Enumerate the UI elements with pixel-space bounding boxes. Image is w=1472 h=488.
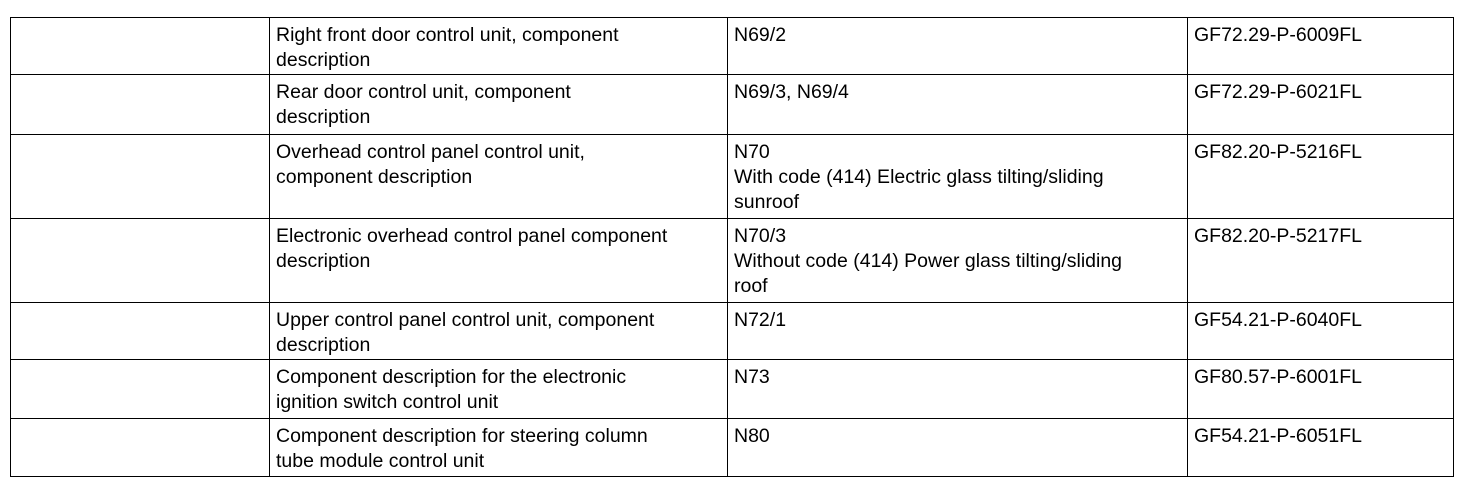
document-reference-link[interactable]: GF82.20-P-5217FL [1188,219,1454,303]
component-designation-cell: N69/3, N69/4 [728,75,1188,135]
blank-cell [11,419,270,477]
table-row [11,18,1454,75]
blank-cell [11,18,270,75]
blank-cell [11,303,270,360]
component-description-cell: Right front door control unit, component description [270,18,728,75]
table-row [11,135,1454,219]
table-row [11,419,1454,477]
table-row [11,75,1454,135]
document-reference-link[interactable]: GF80.57-P-6001FL [1188,360,1454,419]
component-reference-table [10,17,1454,477]
blank-cell [11,360,270,419]
component-designation-cell: N73 [728,360,1188,419]
component-description-cell: Component description for the electronic ignition switch control unit [270,360,728,419]
table-row [11,219,1454,303]
component-designation-cell: N70/3 Without code (414) Power glass tilting/sliding roof [728,219,1188,303]
component-description-cell: Component description for steering column tube module control unit [270,419,728,477]
document-reference-link[interactable]: GF54.21-P-6051FL [1188,419,1454,477]
blank-cell [11,219,270,303]
component-designation-cell: N80 [728,419,1188,477]
component-designation-cell: N69/2 [728,18,1188,75]
document-reference-link[interactable]: GF72.29-P-6009FL [1188,18,1454,75]
component-description-cell: Electronic overhead control panel component description [270,219,728,303]
blank-cell [11,135,270,219]
document-reference-link[interactable]: GF82.20-P-5216FL [1188,135,1454,219]
table-row [11,360,1454,419]
component-designation-cell: N70 With code (414) Electric glass tilting/sliding sunroof [728,135,1188,219]
document-reference-link[interactable]: GF54.21-P-6040FL [1188,303,1454,360]
component-description-cell: Upper control panel control unit, component description [270,303,728,360]
component-designation-cell: N72/1 [728,303,1188,360]
component-description-cell: Rear door control unit, component description [270,75,728,135]
document-reference-link[interactable]: GF72.29-P-6021FL [1188,75,1454,135]
component-description-cell: Overhead control panel control unit, component description [270,135,728,219]
blank-cell [11,75,270,135]
table-row [11,303,1454,360]
